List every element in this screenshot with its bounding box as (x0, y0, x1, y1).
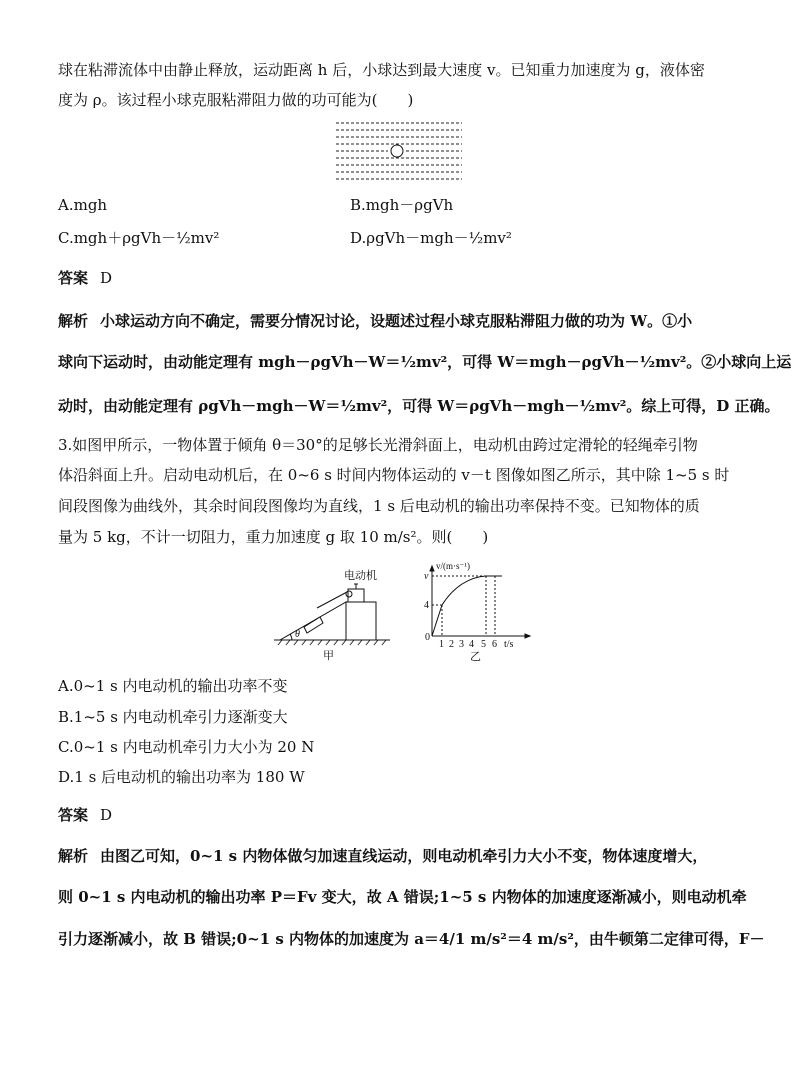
q3-stem-line3: 间段图像为曲线外，其余时间段图像均为直线，1 s 后电动机的输出功率保持不变。已知物体的质 (58, 497, 700, 515)
xtick-1: 1 (439, 639, 444, 650)
answer-label: 答案 (58, 269, 89, 287)
yaxis-label: v/(m·s⁻¹) (436, 561, 470, 571)
q2-analysis-line3: 动时，由动能定理有 ρgVh－mgh－W＝½mv²，可得 W＝ρgVh－mgh－½mv²。综上可得，D 正确。 (58, 397, 780, 415)
q2-analysis-line1 (58, 311, 692, 331)
q2-option-a: A.mgh (58, 196, 108, 214)
origin-label: 0 (425, 632, 430, 643)
four-tick: 4 (424, 600, 429, 611)
q3-analysis-line2: 则 0~1 s 内电动机的输出功率 P＝Fv 变大，故 A 错误;1~5 s 内物体的加速度逐渐减小，则电动机牵 (58, 888, 747, 906)
q3-option-c: C.0~1 s 内电动机牵引力大小为 20 N (58, 738, 315, 756)
q3-analysis-line3: 引力逐渐减小，故 B 错误;0~1 s 内物体的加速度为 a＝4/1 m/s²＝4 m/s²，由牛顿第二定律可得，F－ (58, 930, 765, 948)
answer-label: 答案 (58, 806, 89, 824)
q2-stem-line1: 球在粘滞流体中由静止释放，运动距离 h 后，小球达到最大速度 v。已知重力加速度为 g，液体密 (58, 61, 705, 79)
figure-jia-caption: 甲 (323, 650, 334, 662)
block-icon (304, 617, 323, 633)
q3-option-b: B.1~5 s 内电动机牵引力逐渐变大 (58, 708, 288, 726)
figure-jia (270, 562, 395, 662)
analysis-label: 解析 (58, 847, 89, 865)
q2-option-d: D.ρgVh－mgh－½mv² (350, 229, 512, 247)
q3-option-d: D.1 s 后电动机的输出功率为 180 W (58, 768, 305, 786)
analysis-label: 解析 (58, 312, 89, 330)
v-tick: v (424, 571, 429, 582)
q3-stem-line1: 3.如图甲所示，一物体置于倾角 θ＝30°的足够长光滑斜面上，电动机由跨过定滑轮的轻绳牵引物 (58, 436, 698, 454)
xtick-2: 2 (449, 639, 454, 650)
xaxis-label: t/s (504, 639, 514, 650)
figure-yi-vt-graph (420, 558, 540, 662)
q3-stem-line4: 量为 5 kg，不计一切阻力，重力加速度 g 取 10 m/s²。则( ) (58, 528, 489, 546)
figure-yi-caption: 乙 (470, 651, 481, 662)
xtick-4: 4 (469, 639, 474, 650)
motor-label: 电动机 (344, 570, 377, 582)
q2-fluid-figure (336, 120, 464, 185)
xtick-3: 3 (459, 639, 464, 650)
q3-option-a: A.0~1 s 内电动机的输出功率不变 (58, 677, 288, 695)
q2-answer-row (58, 268, 112, 288)
q2-option-c: C.mgh＋ρgVh－½mv² (58, 229, 220, 247)
xtick-6: 6 (492, 639, 497, 650)
q3-answer-row (58, 805, 112, 825)
analysis-text: 由图乙可知，0~1 s 内物体做匀加速直线运动，则电动机牵引力大小不变，物体速度增大， (100, 847, 708, 865)
answer-value: D (100, 269, 113, 287)
xtick-5: 5 (481, 639, 486, 650)
q2-analysis-line2: 球向下运动时，由动能定理有 mgh－ρgVh－W＝½mv²，可得 W＝mgh－ρgVh－½mv²。②小球向上运 (58, 353, 792, 371)
q3-stem-line2: 体沿斜面上升。启动电动机后，在 0~6 s 时间内物体运动的 v－t 图像如图乙所示，其中除 1~5 s 时 (58, 466, 730, 484)
theta-label: θ (295, 629, 300, 640)
ball-icon (391, 145, 403, 157)
q3-analysis-line1 (58, 846, 707, 866)
answer-value: D (100, 806, 113, 824)
analysis-text: 小球运动方向不确定，需要分情况讨论，设题述过程小球克服粘滞阻力做的功为 W。①小 (100, 312, 693, 330)
q2-stem-line2: 度为 ρ。该过程小球克服粘滞阻力做的功可能为( ) (58, 91, 414, 109)
q2-option-b: B.mgh－ρgVh (350, 196, 454, 214)
